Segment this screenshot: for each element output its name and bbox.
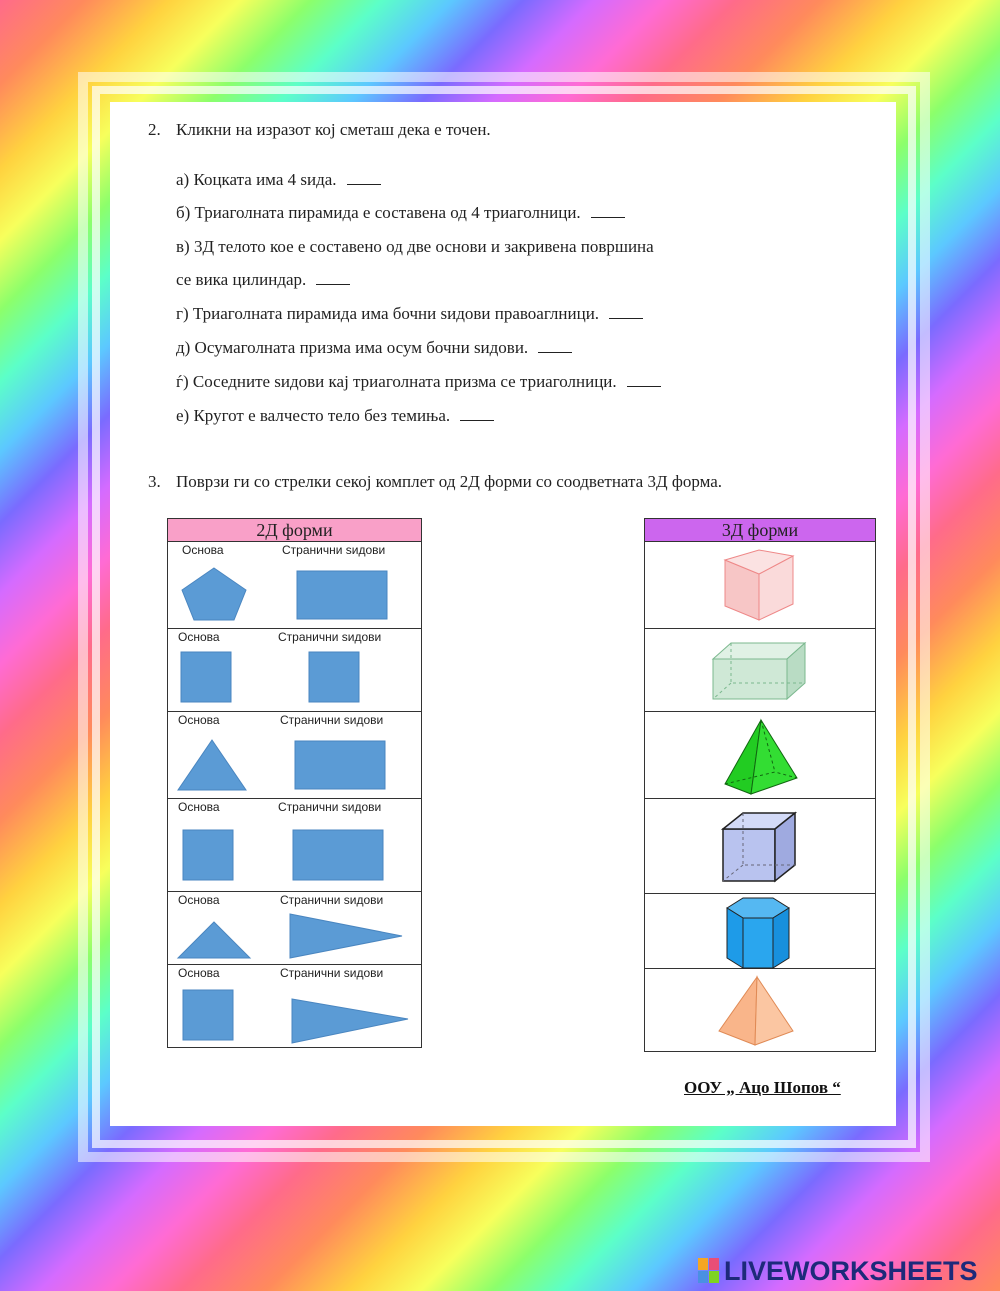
question-3-prompt: Поврзи ги со стрелки секој комплет од 2Д форми со соодветната 3Д форма.: [176, 472, 723, 491]
school-signature: ООУ „ Ацо Шопов “: [684, 1078, 841, 1097]
statement-g[interactable]: [176, 304, 643, 324]
sides-label: Странични ѕидови: [280, 966, 384, 980]
square-shape: [182, 829, 236, 883]
set-2d-triangular-pyramid[interactable]: [168, 892, 422, 965]
answer-blank-gj[interactable]: [627, 372, 661, 387]
cube-icon: [719, 809, 801, 885]
statement-v-text-2: се вика цилиндар.: [176, 270, 307, 289]
question-2-prompt: Кликни на изразот кој сметаш дека е точен.: [176, 120, 491, 139]
statement-e[interactable]: [176, 406, 494, 426]
sides-label: Странични ѕидови: [280, 713, 384, 727]
set-2d-pentagonal-prism[interactable]: [168, 542, 422, 629]
statement-e-text: е) Кругот е валчесто тело без темиња.: [176, 406, 451, 425]
base-label: Основа: [182, 543, 224, 557]
answer-blank-a[interactable]: [347, 170, 381, 185]
statement-v-line2[interactable]: [176, 270, 350, 290]
statement-gj-text: ѓ) Соседните ѕидови кај триаголната призма се триаголници.: [176, 372, 617, 391]
statement-a-text: а) Коцката има 4 ѕида.: [176, 170, 337, 189]
square-shape: [182, 989, 236, 1043]
long-triangle-shape: [290, 997, 412, 1045]
rectangle-shape: [292, 829, 386, 883]
table-2d-shapes: [167, 518, 422, 1048]
question-2-number: 2.: [148, 120, 161, 139]
question-3-number: 3.: [148, 472, 161, 491]
set-2d-cube[interactable]: [168, 629, 422, 712]
set-2d-rectangular-prism[interactable]: [168, 799, 422, 892]
rectangle-shape: [294, 740, 388, 792]
base-label: Основа: [178, 713, 220, 727]
square-shape: [308, 651, 362, 705]
statement-v-line1[interactable]: [176, 237, 654, 257]
statement-g-text: г) Триаголната пирамида има бочни ѕидови правоаглници.: [176, 304, 600, 323]
statement-b[interactable]: [176, 203, 625, 223]
statement-a[interactable]: [176, 170, 381, 190]
statement-d-text: д) Осумаголната призма има осум бочни ѕидови.: [176, 338, 529, 357]
answer-blank-d[interactable]: [538, 338, 572, 353]
statement-gj[interactable]: [176, 372, 661, 392]
base-label: Основа: [178, 893, 220, 907]
liveworksheets-brand: LIVEWORKSHEETS: [724, 1256, 978, 1286]
solid-rectangular-prism[interactable]: [645, 629, 876, 712]
triangle-shape: [176, 918, 254, 962]
long-triangle-shape: [288, 912, 406, 960]
rectangular-prism-icon: [711, 639, 811, 705]
base-label: Основа: [178, 630, 220, 644]
answer-blank-e[interactable]: [460, 406, 494, 421]
rectangle-shape: [296, 570, 390, 622]
pentagonal-prism-icon: [721, 894, 795, 970]
sides-label: Странични ѕидови: [278, 800, 382, 814]
solid-cube[interactable]: [645, 799, 876, 894]
triangular-prism-icon: [719, 548, 809, 624]
square-pyramid-green-icon: [721, 718, 801, 796]
statement-d[interactable]: [176, 338, 572, 358]
statement-b-text: б) Триаголната пирамида е составена од 4 триаголници.: [176, 203, 581, 222]
solid-square-pyramid-green[interactable]: [645, 712, 876, 799]
square-shape: [180, 651, 234, 705]
square-pyramid-orange-icon: [715, 973, 797, 1049]
table-2d-header: 2Д форми: [168, 519, 422, 542]
table-3d-header: 3Д форми: [645, 519, 876, 542]
answer-blank-v[interactable]: [316, 270, 350, 285]
answer-blank-g[interactable]: [609, 304, 643, 319]
base-label: Основа: [178, 800, 220, 814]
table-3d-shapes: [644, 518, 876, 1052]
set-2d-triangular-prism[interactable]: [168, 712, 422, 799]
solid-triangular-prism[interactable]: [645, 542, 876, 629]
sides-label: Странични ѕидови: [282, 543, 386, 557]
sides-label: Странични ѕидови: [280, 893, 384, 907]
sides-label: Странични ѕидови: [278, 630, 382, 644]
statement-v-text: в) 3Д телото кое е составено од две основи и закривена површина: [176, 237, 654, 256]
answer-blank-b[interactable]: [591, 203, 625, 218]
solid-pentagonal-prism[interactable]: [645, 894, 876, 969]
base-label: Основа: [178, 966, 220, 980]
set-2d-square-pyramid[interactable]: [168, 965, 422, 1048]
liveworksheets-logo-icon: [698, 1258, 720, 1284]
triangle-shape: [176, 736, 250, 792]
solid-square-pyramid-orange[interactable]: [645, 969, 876, 1052]
pentagon-shape: [178, 562, 250, 624]
